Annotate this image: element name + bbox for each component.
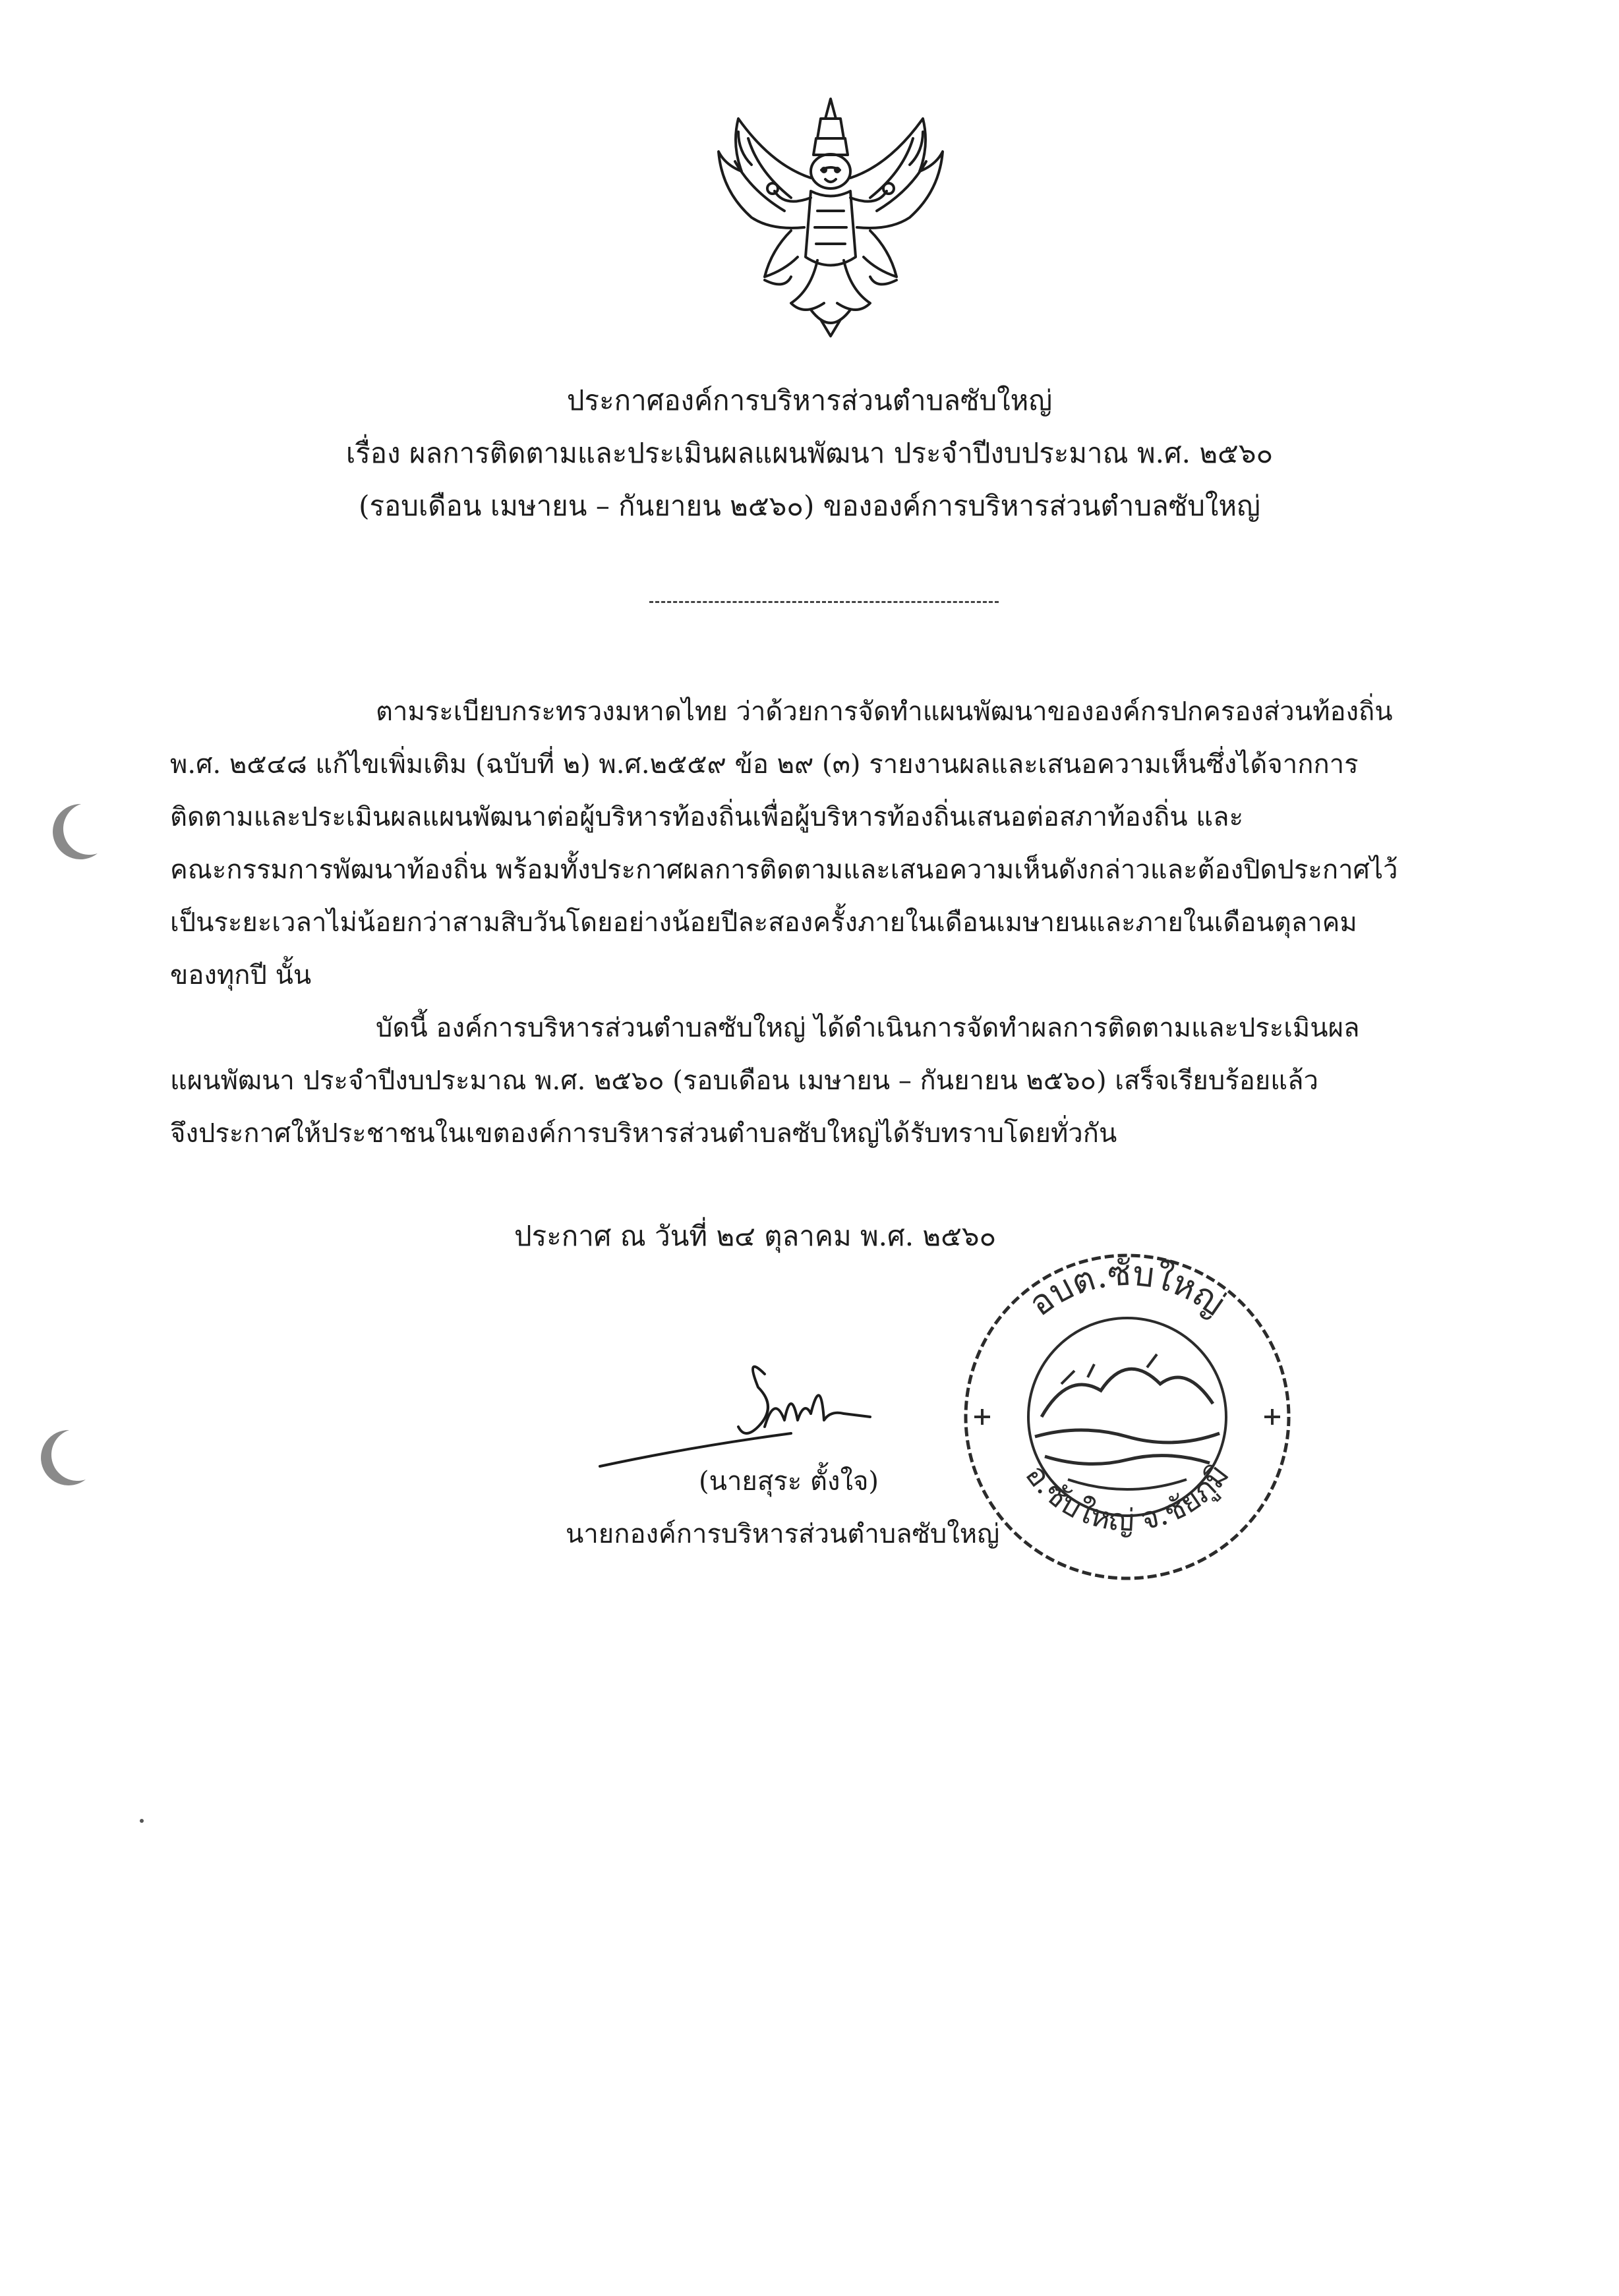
paragraph2-line: จึงประกาศให้ประชาชนในเขตองค์การบริหารส่วนตำบลซับใหญ่ได้รับทราบโดยทั่วกัน — [170, 1118, 1117, 1149]
punch-hole-icon — [20, 1417, 99, 1496]
paragraph2-line: แผนพัฒนา ประจำปีงบประมาณ พ.ศ. ๒๕๖๐ (รอบเดือน เมษายน – กันยายน ๒๕๖๐) เสร็จเรียบร้อยแล้ว — [170, 1066, 1318, 1096]
garuda-emblem-icon — [712, 92, 949, 343]
svg-text:อบต.ซับใหญ่ — [1022, 1253, 1232, 1324]
punch-hole-icon — [32, 791, 111, 870]
announcement-subject: เรื่อง ผลการติดตามและประเมินผลแผนพัฒนา ประจำปีงบประมาณ พ.ศ. ๒๕๖๐ — [345, 437, 1274, 469]
paragraph1-line: พ.ศ. ๒๕๔๘ แก้ไขเพิ่มเติม (ฉบับที่ ๒) พ.ศ.๒๕๕๙ ข้อ ๒๙ (๓) รายงานผลและเสนอความเห็นซึ่งได้จากการ — [170, 749, 1359, 780]
paragraph1-line: ติดตามและประเมินผลแผนพัฒนาต่อผู้บริหารท้องถิ่นเพื่อผู้บริหารท้องถิ่นเสนอต่อสภาท้องถิ่น และ — [170, 802, 1244, 832]
announcement-date: ประกาศ ณ วันที่ ๒๔ ตุลาคม พ.ศ. ๒๕๖๐ — [514, 1220, 997, 1252]
announcement-period: (รอบเดือน เมษายน – กันยายน ๒๕๖๐) ขององค์การบริหารส่วนตำบลซับใหญ่ — [359, 490, 1260, 522]
svg-text:อ.ซับใหญ่ จ.ชัยภูมิ — [1018, 1458, 1236, 1539]
paper-speck — [140, 1819, 144, 1823]
title-separator — [649, 601, 999, 603]
paragraph2-line: บัดนี้ องค์การบริหารส่วนตำบลซับใหญ่ ได้ดำเนินการจัดทำผลการติดตามและประเมินผล — [376, 1013, 1360, 1043]
handwritten-signature — [593, 1348, 962, 1479]
official-seal-icon — [949, 1239, 1305, 1595]
paragraph1-line: ตามระเบียบกระทรวงมหาดไทย ว่าด้วยการจัดทำแผนพัฒนาขององค์กรปกครองส่วนท้องถิ่น — [376, 697, 1393, 727]
seal-top-text: อบต.ซับใหญ่ — [1022, 1253, 1232, 1325]
signer-name: (นายสุระ ตั้งใจ) — [699, 1466, 879, 1497]
seal-bottom-text: อ.ซับใหญ่ จ.ชัยภูมิ — [1018, 1457, 1236, 1539]
paragraph1-line: ของทุกปี นั้น — [170, 960, 312, 990]
announcement-title: ประกาศองค์การบริหารส่วนตำบลซับใหญ่ — [566, 384, 1053, 416]
signer-title: นายกองค์การบริหารส่วนตำบลซับใหญ่ — [566, 1519, 1000, 1549]
paragraph1-line: คณะกรรมการพัฒนาท้องถิ่น พร้อมทั้งประกาศผลการติดตามและเสนอความเห็นดังกล่าวและต้องปิดประกาศไว้ — [170, 855, 1398, 885]
paragraph1-line: เป็นระยะเวลาไม่น้อยกว่าสามสิบวันโดยอย่างน้อยปีละสองครั้งภายในเดือนเมษายนและภายในเดือนตุลาคม — [170, 907, 1357, 938]
